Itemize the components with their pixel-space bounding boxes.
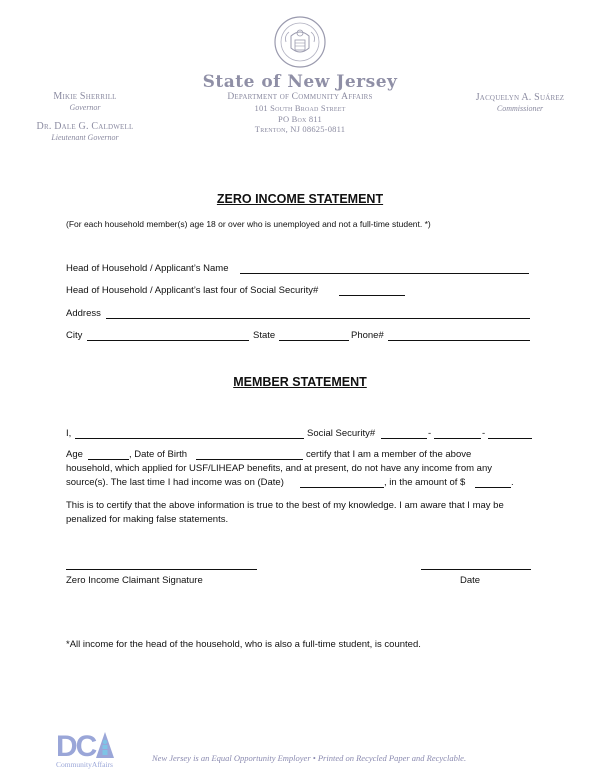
- governor-name: Mikie Sherrill: [53, 91, 117, 102]
- signature-label: Zero Income Claimant Signature: [66, 575, 203, 586]
- amount-field[interactable]: [475, 487, 511, 488]
- svg-text:CommunityAffairs: CommunityAffairs: [56, 760, 113, 769]
- phone-field[interactable]: [388, 340, 530, 341]
- department-block: [200, 72, 400, 135]
- city-field[interactable]: [87, 340, 249, 341]
- member-name-field[interactable]: [75, 438, 304, 439]
- member-ssn-part2-field[interactable]: [434, 438, 481, 439]
- zero-income-heading: ZERO INCOME STATEMENT: [216, 192, 384, 206]
- age-label: Age: [66, 449, 83, 460]
- dob-label: , Date of Birth: [129, 449, 188, 460]
- address-line-2: PO Box 811: [278, 113, 322, 124]
- address-line-1: 101 South Broad Street: [254, 103, 346, 113]
- state-field[interactable]: [279, 340, 349, 341]
- state-name: State of New Jersey: [202, 72, 398, 92]
- applicant-name-label: Head of Household / Applicant’s Name: [66, 263, 229, 274]
- commissioner-title: Commissioner: [496, 104, 544, 113]
- address-label: Address: [66, 308, 101, 319]
- footnote: *All income for the head of the household, who is also a full-time student, is counted.: [66, 639, 421, 650]
- last-income-date-field[interactable]: [300, 487, 384, 488]
- dob-field[interactable]: [196, 459, 303, 460]
- member-statement-heading: MEMBER STATEMENT: [233, 375, 367, 389]
- eligibility-note: (For each household member(s) age 18 or over who is unemployed and not a full-time student. *): [66, 219, 431, 229]
- department-name: Department of Community Affairs: [227, 92, 373, 102]
- address-field[interactable]: [106, 318, 530, 319]
- address-line-3: Trenton, NJ 08625-0811: [254, 124, 346, 134]
- member-ssn-part1-field[interactable]: [381, 438, 427, 439]
- ssn-dash-2: -: [482, 428, 486, 439]
- signature-field[interactable]: [66, 569, 257, 570]
- ssn-dash-1: -: [428, 428, 432, 439]
- amount-label: , in the amount of $: [384, 477, 466, 488]
- lt-governor-name: Dr. Dale G. Caldwell: [36, 121, 134, 132]
- period: .: [511, 477, 514, 488]
- age-field[interactable]: [88, 459, 129, 460]
- state-label: State: [253, 330, 276, 341]
- dca-logo-icon: [56, 728, 120, 770]
- governor-title: Governor: [69, 103, 101, 112]
- governor-block: [10, 91, 160, 143]
- dca-logo: [56, 728, 120, 770]
- applicant-ssn-label: Head of Household / Applicant’s last four of Social Security#: [66, 285, 319, 296]
- commissioner-name: Jacquelyn A. Suárez: [475, 92, 565, 103]
- benefit-statement-line: household, which applied for USF/LIHEAP benefits, and at present, do not have any income from any: [66, 463, 492, 474]
- phone-label: Phone#: [351, 330, 384, 341]
- svg-text:DC: DC: [56, 730, 96, 763]
- applicant-ssn-field[interactable]: [339, 295, 405, 296]
- certify-text: certify that I am a member of the above: [306, 449, 472, 460]
- state-seal-icon: [274, 14, 326, 70]
- lt-governor-title: Lieutenant Governor: [51, 133, 119, 142]
- signature-date-field[interactable]: [421, 569, 531, 570]
- member-ssn-label: Social Security#: [307, 428, 376, 439]
- member-ssn-part3-field[interactable]: [488, 438, 532, 439]
- footer-statement: New Jersey is an Equal Opportunity Employer • Printed on Recycled Paper and Recyclable.: [152, 753, 467, 763]
- last-income-label: source(s). The last time I had income was on (Date): [66, 477, 284, 488]
- applicant-name-field[interactable]: [240, 273, 529, 274]
- certification-text: This is to certify that the above information is true to the best of my knowledge. I am aware that I may be penalized for making false statements.: [66, 500, 504, 525]
- commissioner-block: [450, 92, 590, 114]
- signature-date-label: Date: [460, 575, 481, 586]
- i-label: I,: [66, 428, 72, 439]
- city-label: City: [66, 330, 83, 341]
